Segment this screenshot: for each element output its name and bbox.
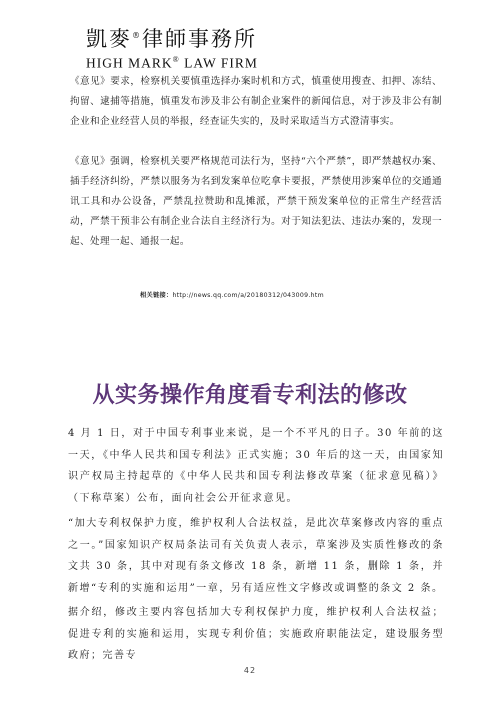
firm-logo [86,24,258,73]
upper-paragraph-2: 《意见》强调，检察机关要严格规范司法行为，坚持“六个严禁”，即严禁越权办案、插手经济纠纷，严禁以服务为名到发案单位吃拿卡要报，严禁使用涉案单位的交通通讯工具和办公设备，严禁乱拉赞助和乱摊派，严禁干预发案单位的正常生产经营活动，严禁干预非公有制企业合法自主经济行为。对于知法犯法、违法办案的，发现一起、处理一起、通报一起。 [70,156,442,247]
source-url[interactable]: http://news.qq.com/a/20180312/043009.htm [172,292,324,299]
article-paragraph-1: 4 月 1 日，对于中国专利事业来说，是一个不平凡的日子。30 年前的这一天，《中华人民共和国专利法》正式实施；30 年后的这一天，由国家知识产权局主持起草的《中华人民共和国专利法修改草案（征求意见稿）》（下称草案）公布，面向社会公开征求意见。 [68,428,444,504]
registered-mark-icon: ® [172,55,180,64]
logo-english [86,51,258,73]
article-paragraph-3: 据介绍，修改主要内容包括加大专利权保护力度，维护权利人合法权益；促进专利的实施和运用，实现专利价值；实施政府职能法定，建设服务型政府；完善专 [68,607,444,661]
article-title: 从实务操作角度看专利法的修改 [92,383,408,408]
logo-cn-left: 凱麥 [86,27,132,51]
logo-en-right: LAW FIRM [184,55,258,71]
logo-chinese [86,24,258,51]
source-label: 相关链接： [140,292,173,299]
page-number: 42 [243,666,257,675]
article-paragraph-2: “加大专利权保护力度，维护权利人合法权益，是此次草案修改内容的重点之一。”国家知识产权局条法司有关负责人表示，草案涉及实质性修改的条文共 30 条，其中对现有条文修改 18 条，新增 11 条，删除 1 条，并新增“专利的实施和运用”一章，另有适应性文字修改或调整的条文 2 条。 [68,518,444,594]
upper-paragraph-1: 《意见》要求，检察机关要慎重选择办案时机和方式，慎重使用搜查、扣押、冻结、拘留、逮捕等措施，慎重发布涉及非公有制企业案件的新闻信息，对于涉及非公有制企业和企业经营人员的举报，经查证失实的，及时采取适当方式澄清事实。 [70,76,442,127]
registered-mark-icon: ® [132,31,142,40]
logo-cn-right: 律師事務所 [142,27,257,51]
source-link-line [140,290,324,299]
logo-en-left: HIGH MARK [86,55,173,71]
